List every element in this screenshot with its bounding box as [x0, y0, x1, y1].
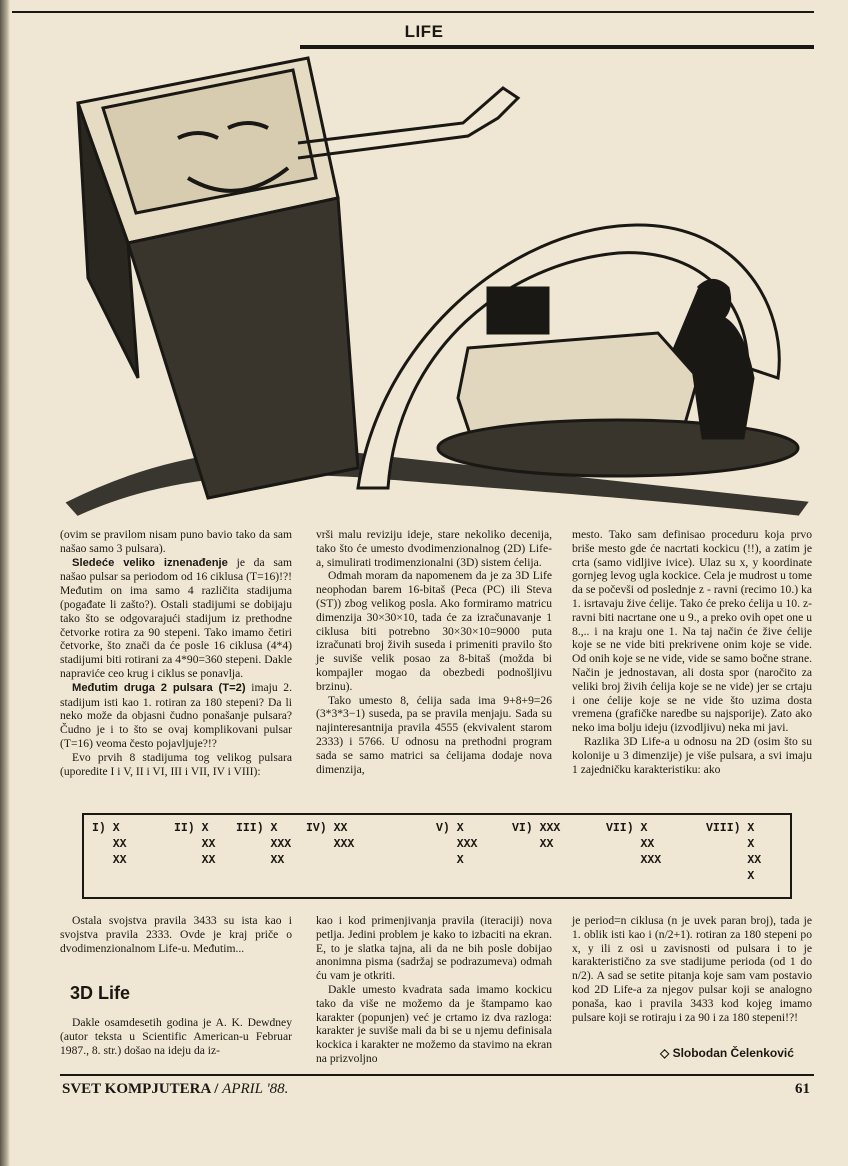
stage-row [306, 853, 354, 869]
pulsar-stage [606, 821, 661, 869]
stage-label: I) X [92, 822, 120, 835]
stage-label: III) X [236, 822, 278, 835]
pulsar-stage [436, 821, 477, 869]
page-gutter-shadow [0, 0, 10, 1166]
stage-row: XX [512, 838, 554, 851]
stage-row: XXX [436, 838, 478, 851]
article-column-4 [60, 914, 292, 955]
stage-row: XX [92, 838, 127, 851]
pulsar-stage [706, 821, 761, 885]
paragraph: je period=n ciklusa (n je uvek paran broj), tada je 1. oblik isti kao i (n/2+1). rotiran za 180 stepeni po x, y ili z osi u zavisnosti od pulsara i to je karakteristično za sve stadijume perioda (od 1 do n/2). A sad se setite pitanja koje sam vam postavio kod 2D Life-a za njegov pulsar koji se analogno ponaša, kao i pravila 3433 kod kojeg imamo pulsare koji se rotiraju i za 90 i za 180 stepeni!?! [572, 914, 812, 1024]
bold-lead: Međutim druga 2 pulsara (T=2) [72, 681, 246, 694]
paragraph: Evo prvih 8 stadijuma tog velikog pulsara (uporedite I i V, II i VI, III i VII, IV i VIII): [60, 750, 292, 778]
paragraph: Dakle osamdesetih godina je A. K. Dewdney (autor teksta u Scientific American-u Februar 1987., 8. str.) došao na ideju da iz- [60, 1016, 292, 1057]
paragraph: Tako umesto 8, ćelija sada ima 9+8+9=26 (3*3*3−1) suseda, pa se pravila menjaju. Sada su najinteresantnija pravila 4555 (ekvivalent starom 2333) i 5766. U odnosu na prethodni program sada se samo matrici sa ćelijama dodaje nova dimenzija, [316, 693, 552, 776]
stage-label: II) X [174, 822, 209, 835]
paragraph: Odmah moram da napomenem da je za 3D Life neophodan barem 16-bitaš (Peca (PC) ili Steva (ST)) zbog velikog posla. Ako formiramo matricu dimenzija 30×30×10, tada će za izračunavanje 1 ciklusa biti potrebno 30×30×10=9000 puta izračunati broj živih suseda i primeniti pravilo što je suviše velik posao za 8-bitaš (možda bi kompajler mogao da obezbedi podnošljivu brzinu). [316, 569, 552, 693]
paragraph: Razlika 3D Life-a u odnosu na 2D (osim što su kolonije u 3 dimenzije) je više pulsara, a svi imaju 1 zajedničku karakteristiku: ako [572, 734, 812, 776]
stage-label: V) X [436, 822, 464, 835]
issue-date: APRIL '88. [222, 1081, 289, 1097]
stage-row: X [706, 870, 755, 883]
stage-row: X [436, 854, 464, 867]
stage-row: XX [174, 838, 216, 851]
paragraph [60, 556, 292, 681]
page-number: 61 [795, 1081, 810, 1097]
pulsar-stage [236, 821, 291, 869]
paragraph: vrši malu reviziju ideje, stare nekoliko decenija, tako što će umesto dvodimenzionalnog (2D) Life-a, simulirati trodimenzionalni (3D) sistem ćelija. [316, 528, 552, 569]
paragraph: Ostala svojstva pravila 3433 su ista kao i svojstva pravila 2333. Ovde je kraj priče o dvodimenzionalnom Life-u. Međutim... [60, 914, 292, 955]
pulsar-stages-figure [82, 813, 792, 899]
header-rule [12, 11, 814, 13]
article-column-6 [572, 914, 812, 1024]
section-heading-3d-life: 3D Life [70, 983, 131, 1003]
footer-rule [60, 1074, 814, 1076]
article-column-4b [60, 1016, 292, 1057]
paragraph-text: imaju 2. stadijum isti kao 1. rotiran za 180 stepeni? Da li neko može da objasni čudno ponašanje pulsara? Čudno je i to što se ovaj komplikovani pulsar (T=16) veoma često pojavljuje?!? [60, 680, 293, 750]
author-signature: ◇ Slobodan Čelenković [660, 1046, 794, 1060]
section-header-title: LIFE [404, 22, 444, 41]
stage-row: XX [174, 854, 216, 867]
paragraph-text: je da sam našao pulsar sa periodom od 16 ciklusa (T=16)!?! Međutim on ima samo 4 različita stadijuma (pogađate li zašto?). Ostali stadijumi se dobijaju tako što se odgovarajući stadijum iz prethodne četvorke rotira za 90 stepeni. Tako imamo četiri četvorke, što znači da će posle 16 ciklusa (4*4) stadijumi biti rotirani za 4*90=360 stepeni. Dakle napraviće ceo krug i ciklus se ponavlja. [60, 555, 292, 680]
paragraph [60, 681, 292, 751]
stage-row: XXX [306, 838, 355, 851]
bold-lead: Sledeće veliko iznenađenje [72, 556, 228, 569]
stage-label: VII) X [606, 822, 648, 835]
stage-label: VIII) X [706, 822, 755, 835]
stage-row [512, 853, 560, 869]
article-column-2 [316, 528, 552, 776]
stage-row: XX [236, 854, 285, 867]
paragraph: mesto. Tako sam definisao proceduru koja prvo briše mesto gde će nacrtati kockicu (!!), a zatim je crta (samo vidljive ivice). Ulaz su x, y koordinate gornjeg levog ugla kockice. Cela je mudrost u tome da se počevši od poslednje z - ravni (recimo 10.) ka 1. isrtavaju žive ćelije. Tako će preko ćelija u 10. z-ravni biti nacrtane one u 9., a preko ovih opet one u 8.,.. i na kraju one 1. Na taj način će žive ćelije koje se ne vide biti prekrivene onim koje se vide. Od onih koje se ne vide, vide se samo bočne strane. Način je jednostavan, ali dosta spor (naročito za veliki broj živih ćelija koje se ne vide) jer se crtaju i one ćelije koje se ne vide što uzima dosta vremena (grafičke naredbe su najsporije). Zato ako neko ima bolju ideju (izvodljivu) neka mi javi. [572, 528, 812, 735]
article-column-5 [316, 914, 552, 1066]
stage-row: XXX [236, 838, 292, 851]
paragraph: kao i kod primenjivanja pravila (iteraciji) nova petlja. Jedini problem je kako to izbaciti na ekran. E, to je slatka tajna, ali da ne bih posle dobijao anonimna pisma (sadržaj se podrazumeva) odmah ću vam je otkriti. [316, 914, 552, 983]
stage-row: X [706, 838, 755, 851]
paragraph: (ovim se pravilom nisam puno bavio tako da sam našao samo 3 pulsara). [60, 528, 292, 555]
stage-row: XX [92, 854, 127, 867]
stage-label: VI) XXX [512, 822, 561, 835]
stage-row: XXX [606, 854, 662, 867]
magazine-name: SVET KOMPJUTERA / [62, 1081, 219, 1097]
pulsar-stage [174, 821, 215, 869]
stage-label: IV) XX [306, 822, 348, 835]
article-column-1 [60, 528, 292, 778]
cartoon-illustration [58, 48, 816, 520]
article-column-3 [572, 528, 812, 776]
pulsar-stage [92, 821, 127, 869]
stage-row: XX [606, 838, 655, 851]
pulsar-stage [512, 821, 560, 869]
pulsar-stage [306, 821, 354, 869]
footer-magazine [62, 1081, 288, 1098]
paragraph: Dakle umesto kvadrata sada imamo kockicu tako da više ne možemo da je štampamo kao karakter (popunjen) već je crtamo iz dva razloga: karakter je suviše mali da bi se u njemu definisala kockica i karakter ne možemo da stavimo na ekran na prizvoljno [316, 982, 552, 1065]
stage-row: XX [706, 854, 762, 867]
